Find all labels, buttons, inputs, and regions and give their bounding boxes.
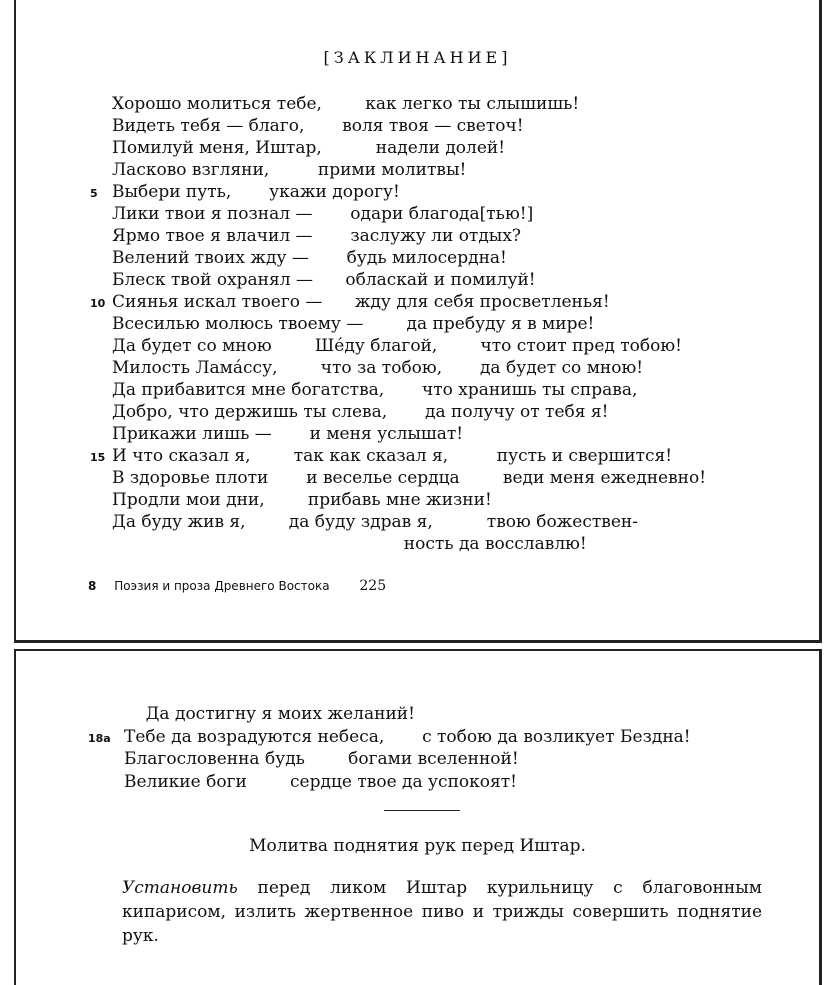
- verse-line: Сиянья искал твоего — жду для себя просветленья!: [112, 292, 610, 312]
- instruction-text: перед ликом Иштар курильницу с благовонным кипарисом, излить жертвенное пиво и трижды совершить поднятие рук.: [122, 878, 762, 946]
- section-divider: [384, 810, 460, 811]
- verse-line: В здоровье плоти и веселье сердца веди меня ежедневно!: [112, 468, 707, 488]
- verse-line: Ласково взгляни, прими молитвы!: [112, 160, 467, 180]
- incantation-title: [ЗАКЛИНАНИЕ]: [323, 48, 512, 67]
- signature-mark: 8: [88, 579, 97, 593]
- verse-line: Помилуй меня, Иштар, надели долей!: [112, 138, 506, 158]
- verse-line: Благословенна будь богами вселенной!: [124, 749, 519, 769]
- verse-line: Да достигну я моих желаний!: [124, 704, 415, 724]
- verse-line: Милость Ламáссу, что за тобою, да будет со мною!: [112, 358, 644, 378]
- page-number: 225: [359, 578, 387, 594]
- verse-line: Продли мои дни, прибавь мне жизни!: [112, 490, 492, 510]
- book-page-225: [14, 0, 822, 643]
- verse-line: Прикажи лишь — и меня услышат!: [112, 424, 464, 444]
- verse-line: Тебе да возрадуются небеса, с тобою да возликует Бездна!: [124, 726, 691, 747]
- verse-line: Хорошо молиться тебе, как легко ты слышишь!: [112, 94, 580, 114]
- verse-line: Всесилью молюсь твоему — да пребуду я в мире!: [112, 314, 595, 334]
- verse-line: Да буду жив я, да буду здрав я, твою божествен-: [112, 512, 639, 532]
- verse-line: Великие боги сердце твое да успокоят!: [124, 771, 517, 792]
- verse-line: Видеть тебя — благо, воля твоя — светоч!: [112, 116, 524, 136]
- verse-line: Велений твоих жду — будь милосердна!: [112, 248, 507, 268]
- verse-line: Ярмо твое я влачил — заслужу ли отдых?: [112, 226, 522, 246]
- verse-line: И что сказал я, так как сказал я, пусть и свершится!: [112, 446, 673, 466]
- line-number: 15: [90, 451, 106, 464]
- verse-line: Выбери путь, укажи дорогу!: [112, 182, 400, 202]
- line-number: 5: [90, 187, 98, 200]
- book-title: Поэзия и проза Древнего Востока: [114, 579, 330, 593]
- line-number: 10: [90, 297, 106, 310]
- verse-line: Блеск твой охранял — обласкай и помилуй!: [112, 270, 536, 290]
- page-footer: [88, 578, 386, 594]
- verse-line: ность да восславлю!: [112, 534, 587, 554]
- line-number: 18а: [88, 731, 111, 745]
- verse-line: Да будет со мною Шéду благой, что стоит пред тобою!: [112, 336, 682, 356]
- verse-line: Добро, что держишь ты слева, да получу от тебя я!: [112, 402, 609, 422]
- verse-line: Да прибавится мне богатства, что хранишь ты справа,: [112, 380, 638, 400]
- prayer-heading: Молитва поднятия рук перед Иштар.: [249, 836, 586, 856]
- book-page-next: [14, 649, 822, 985]
- instruction-italic: Установить: [122, 878, 238, 898]
- ritual-instruction: [122, 876, 762, 948]
- verse-line: Лики твои я познал — одари благода[тью!]: [112, 204, 534, 224]
